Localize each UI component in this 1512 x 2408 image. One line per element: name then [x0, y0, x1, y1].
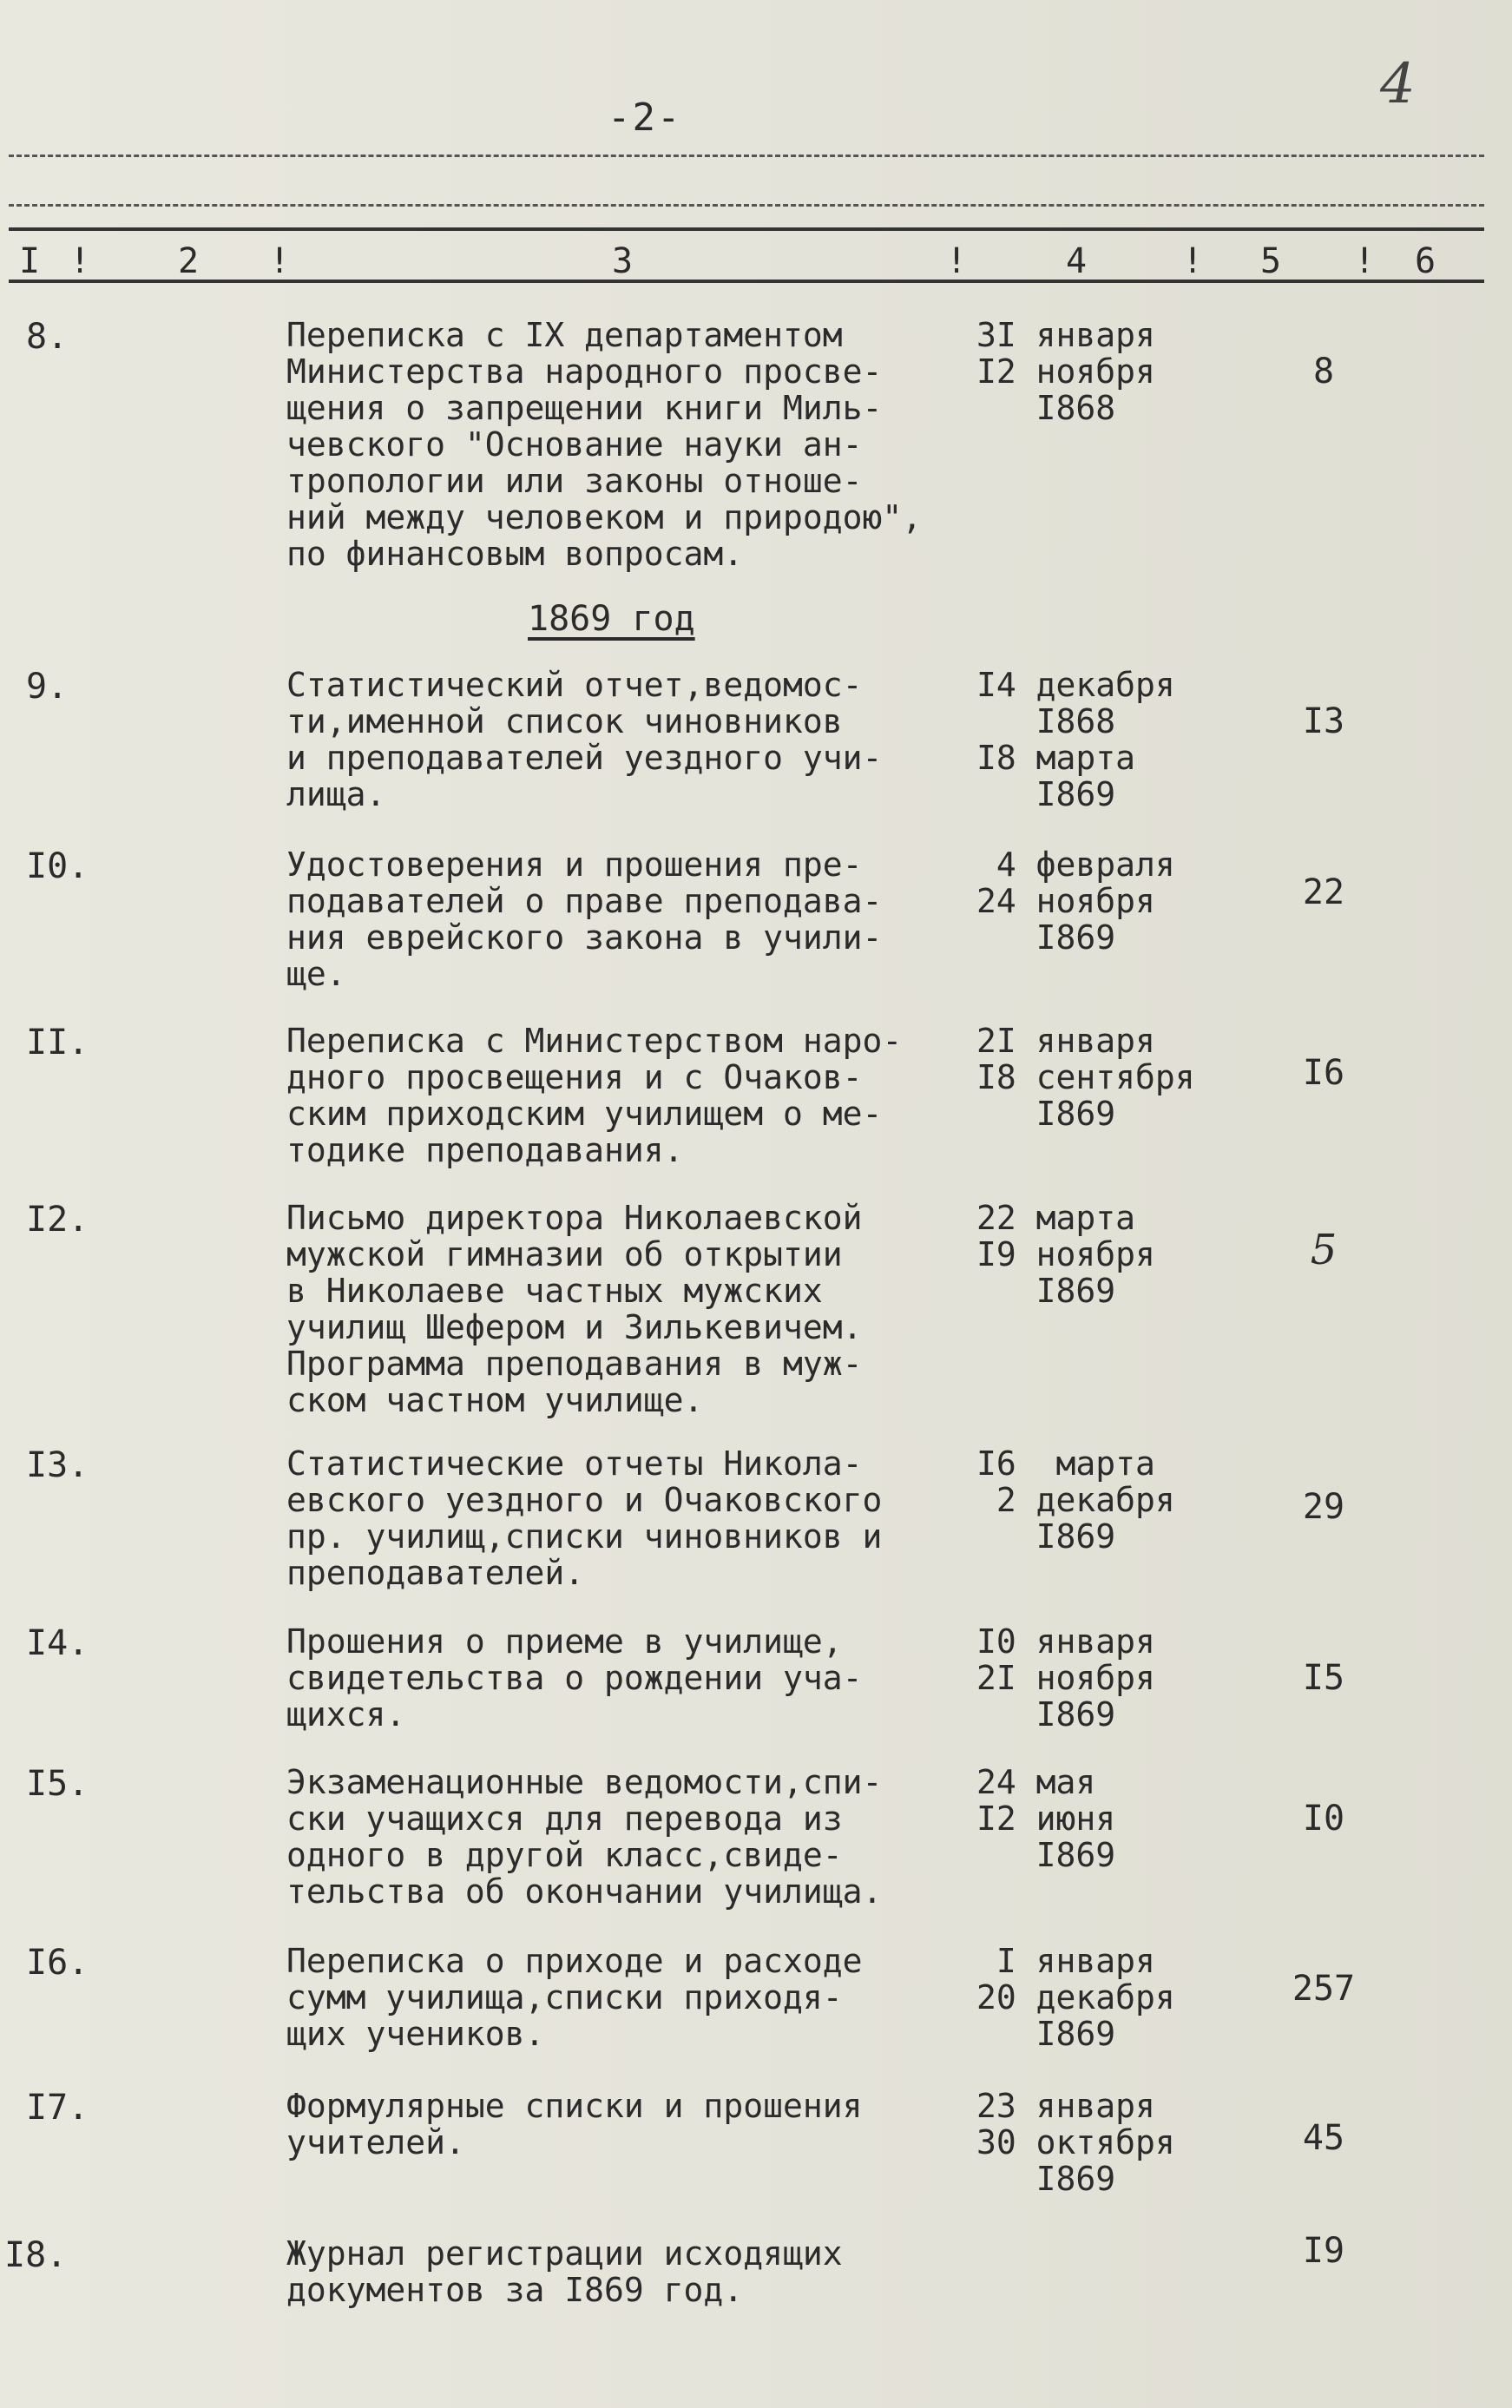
item-dates: I0 января 2I ноября I869: [976, 1622, 1155, 1734]
item-number: 8.: [26, 317, 69, 357]
column-separator: !: [269, 241, 291, 281]
item-number: I3.: [26, 1445, 89, 1485]
column-header: 2: [178, 241, 200, 281]
item-dates: 2I января I8 сентября I869: [976, 1022, 1195, 1133]
page-number: -2-: [608, 95, 682, 140]
item-description: Прошения о приеме в училище, свидетельства о рождении уча- щихся.: [286, 1622, 863, 1734]
item-number: I2.: [26, 1200, 89, 1240]
item-description: Формулярные списки и прошения учителей.: [286, 2087, 863, 2161]
item-dates: 4 февраля 24 ноября I869: [976, 845, 1175, 957]
item-page-count: 22: [1302, 872, 1345, 912]
column-header: I: [19, 241, 41, 281]
column-header: 3: [612, 241, 634, 281]
column-separator: !: [946, 241, 968, 281]
item-description: Письмо директора Николаевской мужской гимназии об открытии в Николаеве частных мужских училищ Шефером и Зилькевичем. Программа преподавания в муж- ском частном училище.: [286, 1199, 863, 1419]
item-dates: I6 марта 2 декабря I869: [976, 1444, 1175, 1556]
column-separator: !: [1354, 241, 1376, 281]
item-page-count: I6: [1302, 1053, 1345, 1093]
item-number: II.: [26, 1023, 89, 1063]
item-page-count: I9: [1302, 2231, 1345, 2271]
item-page-count: I5: [1302, 1658, 1345, 1698]
item-dates: 24 мая I2 июня I869: [976, 1763, 1116, 1874]
item-description: Экзаменационные ведомости,спи- ски учащихся для перевода из одного в другой класс,свиде- тельства об окончании училища.: [286, 1763, 883, 1911]
item-number: 9.: [26, 667, 69, 707]
item-page-count: 8: [1312, 352, 1335, 391]
item-page-count: 5: [1310, 1226, 1338, 1274]
item-page-count: 257: [1292, 1969, 1356, 2009]
item-dates: I января 20 декабря I869: [976, 1942, 1175, 2053]
item-description: Удостоверения и прошения пре- подавателей о праве преподава- ния еврейского закона в учили- ще.: [286, 845, 883, 993]
dashed-rule: [9, 155, 1484, 157]
item-number: I4.: [26, 1623, 89, 1663]
column-separator: !: [69, 241, 91, 281]
folio-mark: 4: [1380, 52, 1416, 116]
item-description: Переписка о приходе и расходе сумм училища,списки приходя- щих учеников.: [286, 1942, 863, 2053]
column-header: 6: [1415, 241, 1436, 281]
column-header: 4: [1066, 241, 1088, 281]
item-dates: I4 декабря I868 I8 марта I869: [976, 666, 1175, 813]
item-description: Переписка с IX департаментом Министерства народного просве- щения о запрещении книги Миль- чевского "Основание науки ан- тропологии или законы отноше- ний между человеком и природою", по финансовым вопросам.: [286, 316, 923, 573]
dashed-rule: [9, 204, 1484, 207]
item-number: I7.: [26, 2088, 89, 2128]
item-number: I8.: [4, 2235, 68, 2275]
item-page-count: 29: [1302, 1487, 1345, 1527]
header-top-rule: [9, 227, 1484, 231]
header-bottom-rule: [9, 280, 1484, 283]
item-page-count: I0: [1302, 1799, 1345, 1839]
item-description: Переписка с Министерством наро- дного просвещения и с Очаков- ским приходским училищем о ме- тодике преподавания.: [286, 1022, 903, 1169]
item-number: I0.: [26, 846, 89, 886]
item-dates: 3I января I2 ноября I868: [976, 316, 1155, 427]
year-heading: 1869 год: [528, 599, 695, 639]
item-description: Статистические отчеты Никола- евского уездного и Очаковского пр. училищ,списки чиновников и преподавателей.: [286, 1444, 883, 1592]
item-description: Журнал регистрации исходящих документов за I869 год.: [286, 2234, 843, 2309]
item-dates: 22 марта I9 ноября I869: [976, 1199, 1155, 1310]
item-page-count: 45: [1302, 2118, 1345, 2158]
item-description: Статистический отчет,ведомос- ти,именной список чиновников и преподавателей уездного учи- лища.: [286, 666, 883, 813]
item-number: I6.: [26, 1943, 89, 1983]
item-dates: 23 января 30 октября I869: [976, 2087, 1175, 2198]
column-header: 5: [1260, 241, 1282, 281]
item-number: I5.: [26, 1764, 89, 1804]
item-page-count: I3: [1302, 701, 1345, 741]
column-separator: !: [1182, 241, 1204, 281]
